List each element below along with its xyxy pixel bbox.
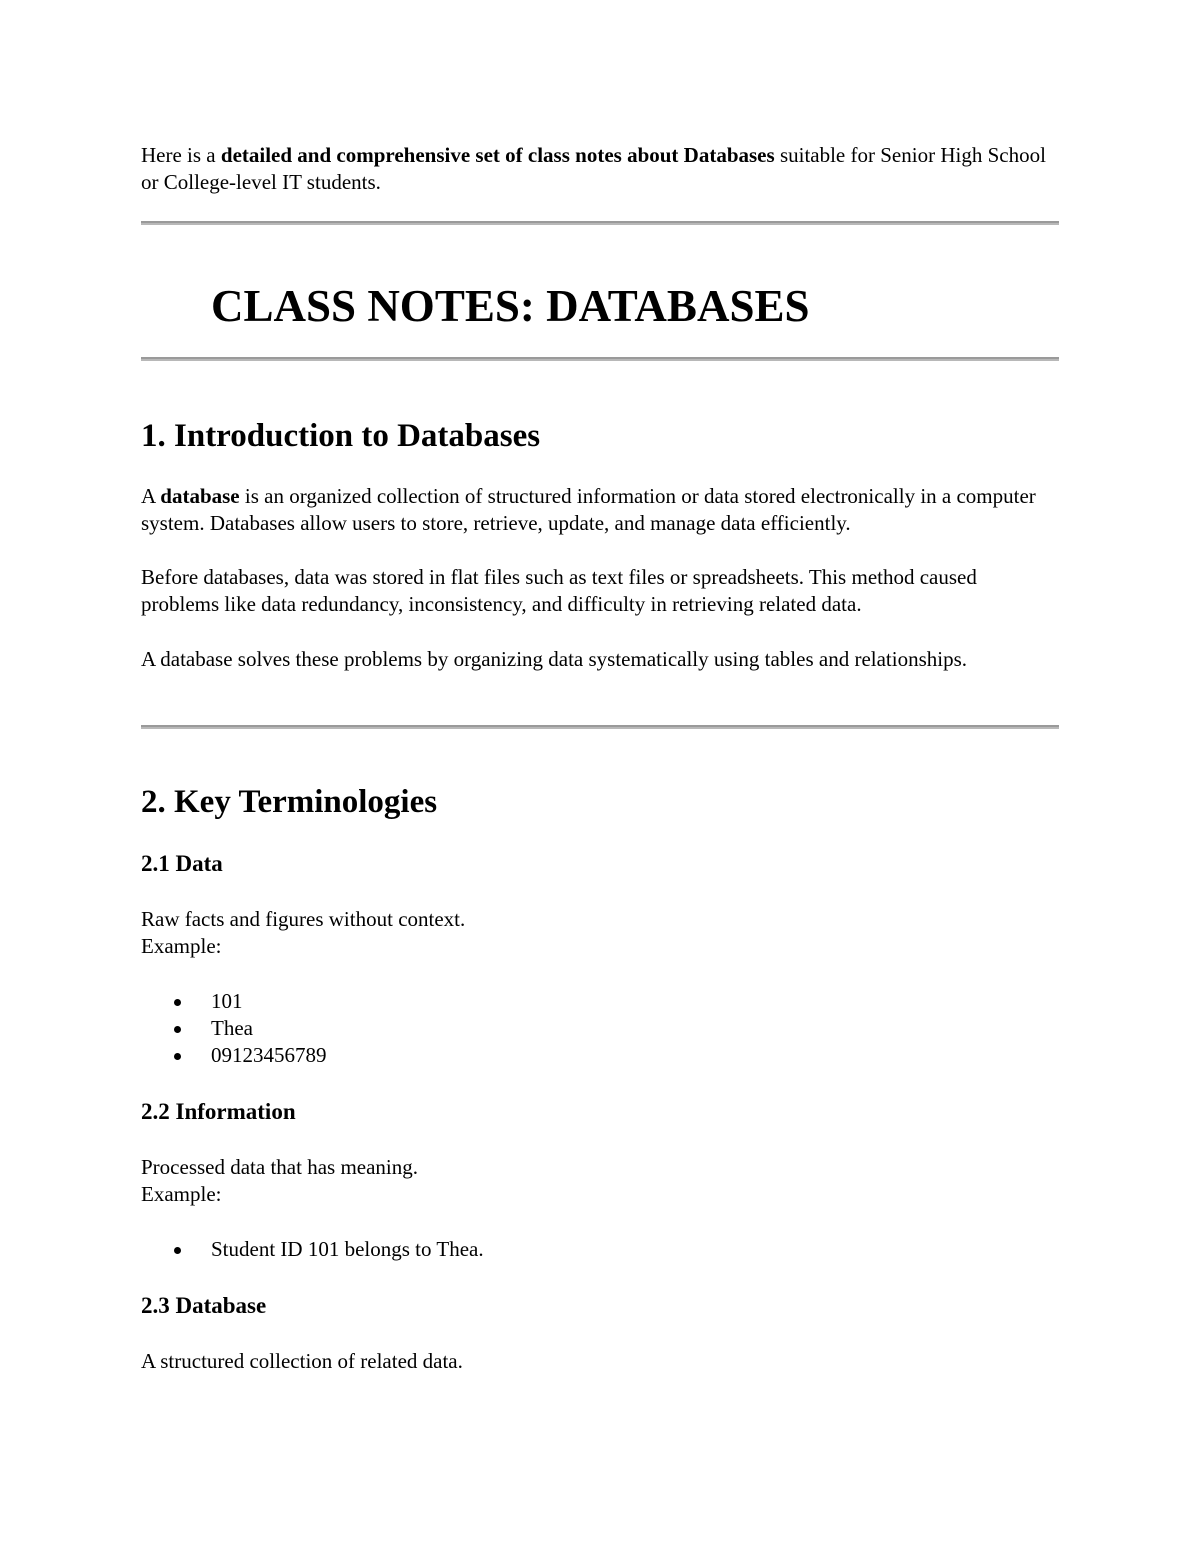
subsection-data-heading: 2.1 Data bbox=[141, 851, 223, 876]
intro-bold: detailed and comprehensive set of class notes about Databases bbox=[220, 143, 775, 167]
bullet-icon bbox=[174, 1053, 181, 1060]
intro-paragraph bbox=[141, 142, 1059, 196]
section-1-paragraph-2: Before databases, data was stored in flat files such as text files or spreadsheets. This method caused problems like data redundancy, inconsistency, and difficulty in retrieving related data. bbox=[141, 565, 977, 616]
data-definition: Raw facts and figures without context. bbox=[141, 907, 466, 931]
list-item-text: 09123456789 bbox=[211, 1043, 327, 1067]
list-item-text: Student ID 101 belongs to Thea. bbox=[211, 1237, 484, 1261]
bullet-icon bbox=[174, 999, 181, 1006]
page-title: CLASS NOTES: DATABASES bbox=[211, 281, 810, 331]
list-item-text: Thea bbox=[211, 1016, 253, 1040]
section-1-paragraph-1 bbox=[141, 483, 1059, 537]
subsection-database-heading: 2.3 Database bbox=[141, 1293, 267, 1318]
bullet-icon bbox=[174, 1247, 181, 1254]
data-example-list bbox=[141, 988, 327, 1069]
intro-prefix: Here is a bbox=[141, 143, 221, 167]
p1-suffix: is an organized collection of structured information or data stored electronically in a computer system. Databases allow users to store, retrieve, update, and manage data efficiently. bbox=[141, 484, 1036, 535]
list-item bbox=[141, 988, 327, 1015]
list-item bbox=[141, 1236, 484, 1263]
horizontal-rule bbox=[141, 357, 1059, 361]
data-description bbox=[141, 906, 1059, 960]
section-1-heading: 1. Introduction to Databases bbox=[141, 418, 541, 454]
list-item bbox=[141, 1015, 327, 1042]
information-description bbox=[141, 1154, 1059, 1208]
information-example-label: Example: bbox=[141, 1182, 222, 1206]
intro-suffix: suitable for Senior High School or College-level IT students. bbox=[141, 143, 1046, 194]
information-example-list bbox=[141, 1236, 484, 1263]
p1-bold: database bbox=[160, 484, 240, 508]
horizontal-rule bbox=[141, 725, 1059, 729]
subsection-information-heading: 2.2 Information bbox=[141, 1099, 296, 1124]
section-1-paragraph-3: A database solves these problems by organizing data systematically using tables and relationships. bbox=[141, 647, 968, 671]
information-definition: Processed data that has meaning. bbox=[141, 1155, 418, 1179]
horizontal-rule bbox=[141, 221, 1059, 225]
section-2-heading: 2. Key Terminologies bbox=[141, 784, 438, 820]
data-example-label: Example: bbox=[141, 934, 222, 958]
database-definition: A structured collection of related data. bbox=[141, 1349, 463, 1373]
list-item bbox=[141, 1042, 327, 1069]
bullet-icon bbox=[174, 1026, 181, 1033]
list-item-text: 101 bbox=[211, 989, 243, 1013]
p1-prefix: A bbox=[141, 484, 161, 508]
